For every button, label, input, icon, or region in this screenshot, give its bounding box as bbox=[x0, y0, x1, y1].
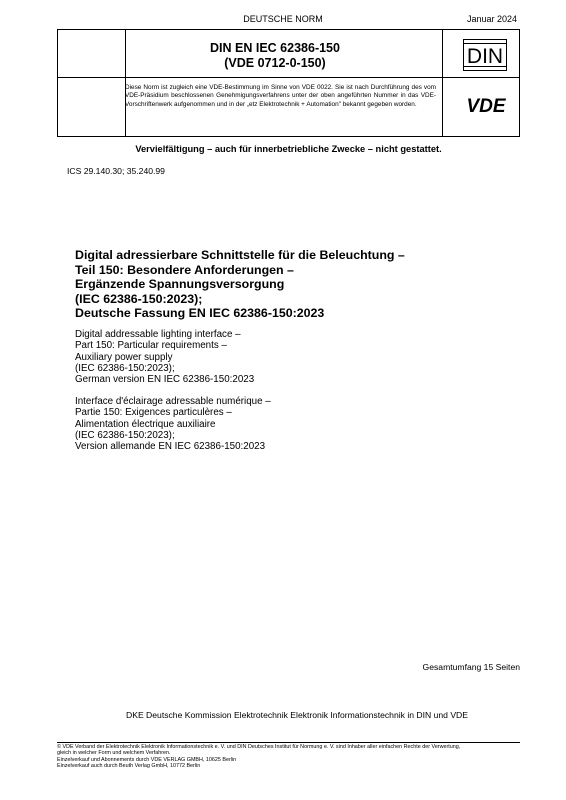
document-type-label: DEUTSCHE NORM bbox=[243, 14, 323, 24]
title-german bbox=[75, 248, 505, 321]
din-logo-text: DIN bbox=[466, 45, 504, 68]
title-french-line: Version allemande EN IEC 62386-150:2023 bbox=[75, 441, 266, 453]
din-logo-icon bbox=[463, 39, 507, 71]
vde-logo-text: VDE bbox=[466, 96, 506, 114]
footer-line: © VDE Verband der Elektrotechnik Elektronik Informationstechnik e. V. und DIN Deutsches Institut für Normung e. V. sind Inhaber aller einfachen Rechte der Verwertung, bbox=[57, 744, 461, 750]
title-german-line: (IEC 62386-150:2023); bbox=[75, 291, 203, 306]
vde-approval-note: Diese Norm ist zugleich eine VDE-Bestimmung im Sinne von VDE 0022. Sie ist nach Durchführung des vom VDE-Präsidium beschlossenen Genehmigungsverfahrens unter der oben angeführten Nummer in das VDE-Vorschriftenwerk aufgenommen und in der „etz Elektrotechnik + Automation" bekannt gegeben worden. bbox=[125, 84, 436, 108]
title-french-line: Interface d'éclairage adressable numérique – bbox=[75, 396, 271, 407]
copy-notice: Vervielfältigung – auch für innerbetriebliche Zwecke – nicht gestattet. bbox=[135, 144, 442, 154]
title-french-line: Partie 150: Exigences particulères – bbox=[75, 407, 232, 419]
standard-header-box bbox=[57, 29, 520, 137]
footer-line: Einzelverkauf auch durch Beuth Verlag GmbH, 10772 Berlin bbox=[57, 763, 201, 770]
total-page-count: Gesamtumfang 15 Seiten bbox=[422, 662, 520, 672]
title-german-line: Teil 150: Besondere Anforderungen – bbox=[75, 262, 294, 277]
title-english-line: Auxiliary power supply bbox=[75, 351, 173, 363]
title-german-line: Deutsche Fassung EN IEC 62386-150:2023 bbox=[75, 306, 325, 321]
title-french-line: Alimentation électrique auxiliaire bbox=[75, 418, 216, 430]
copyright-footer bbox=[57, 744, 537, 770]
title-french bbox=[75, 396, 505, 452]
title-english-line: German version EN IEC 62386-150:2023 bbox=[75, 374, 255, 386]
footer-divider bbox=[57, 742, 520, 743]
footer-line: Einzelverkauf und Abonnements durch VDE VERLAG GMBH, 10625 Berlin bbox=[57, 756, 237, 763]
title-english-line: Digital addressable lighting interface – bbox=[75, 329, 241, 340]
dke-commission-line: DKE Deutsche Kommission Elektrotechnik Elektronik Informationstechnik in DIN und VDE bbox=[126, 710, 468, 720]
title-english bbox=[75, 329, 505, 385]
footer-line: gleich in welcher Form und welchem Verfahren. bbox=[57, 750, 171, 757]
title-german-line: Ergänzende Spannungsversorgung bbox=[75, 277, 285, 292]
standard-number-vde: (VDE 0712-0-150) bbox=[224, 56, 326, 70]
title-french-line: (IEC 62386-150:2023); bbox=[75, 429, 175, 441]
title-german-line: Digital adressierbare Schnittstelle für die Beleuchtung – bbox=[75, 248, 405, 262]
standard-number bbox=[125, 41, 425, 71]
vde-logo-icon bbox=[454, 96, 518, 114]
ics-codes: ICS 29.140.30; 35.240.99 bbox=[67, 166, 165, 176]
title-english-line: (IEC 62386-150:2023); bbox=[75, 362, 175, 374]
standard-number-din: DIN EN IEC 62386-150 bbox=[210, 41, 340, 55]
title-english-line: Part 150: Particular requirements – bbox=[75, 340, 227, 352]
publication-date: Januar 2024 bbox=[466, 14, 517, 24]
